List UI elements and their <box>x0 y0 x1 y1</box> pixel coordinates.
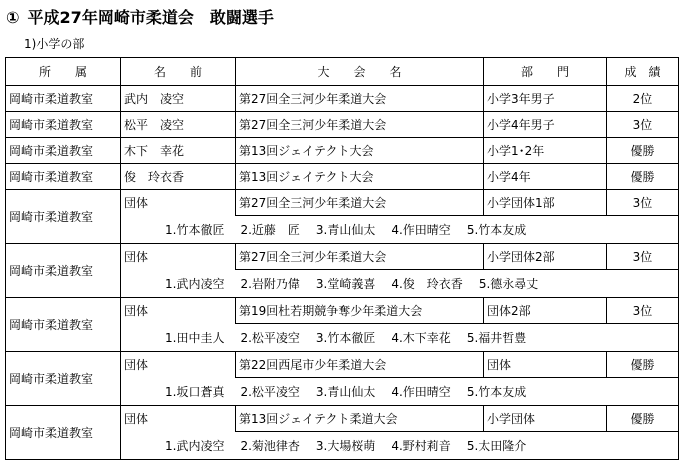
team-row <box>6 190 679 216</box>
team-members <box>121 378 679 406</box>
cell-result: 3位 <box>607 244 679 270</box>
header-result: 成 績 <box>607 58 679 86</box>
team-member: 5.福井哲豊 <box>466 331 527 345</box>
team-member: 5.竹本友成 <box>466 223 527 237</box>
table-row <box>6 86 679 112</box>
team-member: 3.堂崎義喜 <box>315 277 376 291</box>
cell-result: 2位 <box>607 86 679 112</box>
team-member: 2.松平凌空 <box>240 385 300 399</box>
team-member: 1.坂口蒼真 <box>165 385 225 399</box>
team-member: 3.竹本徹匠 <box>315 331 376 345</box>
team-member: 4.木下幸花 <box>391 331 451 345</box>
cell-club: 岡崎市柔道教室 <box>6 352 121 406</box>
cell-club: 岡崎市柔道教室 <box>6 244 121 298</box>
cell-result: 優勝 <box>607 352 679 378</box>
team-member: 1.竹本徹匠 <box>165 223 225 237</box>
team-member: 4.野村莉音 <box>391 439 451 453</box>
header-name: 名 前 <box>121 58 236 86</box>
cell-name: 団体 <box>121 190 236 216</box>
cell-category: 小学団体2部 <box>484 244 607 270</box>
cell-name: 団体 <box>121 298 236 324</box>
cell-event: 第19回杜若期競争奪少年柔道大会 <box>236 298 484 324</box>
header-club: 所 属 <box>6 58 121 86</box>
team-members <box>121 270 679 298</box>
cell-category: 小学1･2年 <box>484 138 607 164</box>
team-member: 3.青山仙太 <box>315 385 376 399</box>
team-member: 3.大場桜萌 <box>315 439 376 453</box>
team-members <box>121 324 679 352</box>
team-member: 4.俊 玲衣香 <box>391 277 463 291</box>
table-row <box>6 164 679 190</box>
cell-event: 第13回ジェイテクト大会 <box>236 138 484 164</box>
cell-event: 第27回全三河少年柔道大会 <box>236 190 484 216</box>
cell-category: 小学4年 <box>484 164 607 190</box>
cell-category: 小学団体 <box>484 406 607 432</box>
team-members <box>121 216 679 244</box>
cell-result: 優勝 <box>607 164 679 190</box>
cell-event: 第13回ジェイテクト柔道大会 <box>236 406 484 432</box>
cell-result: 3位 <box>607 190 679 216</box>
team-member: 1.武内凌空 <box>165 277 225 291</box>
team-member: 2.近藤 匠 <box>240 223 300 237</box>
cell-name: 俊 玲衣香 <box>121 164 236 190</box>
team-member: 3.青山仙太 <box>315 223 376 237</box>
cell-result: 3位 <box>607 112 679 138</box>
table-body <box>6 86 679 460</box>
cell-club: 岡崎市柔道教室 <box>6 406 121 460</box>
cell-event: 第13回ジェイテクト大会 <box>236 164 484 190</box>
team-member: 4.作田晴空 <box>391 223 451 237</box>
cell-event: 第22回西尾市少年柔道大会 <box>236 352 484 378</box>
cell-result: 優勝 <box>607 138 679 164</box>
header-event: 大 会 名 <box>236 58 484 86</box>
cell-name: 団体 <box>121 406 236 432</box>
team-member: 1.田中圭人 <box>165 331 225 345</box>
cell-event: 第27回全三河少年柔道大会 <box>236 112 484 138</box>
cell-name: 松平 凌空 <box>121 112 236 138</box>
cell-event: 第27回全三河少年柔道大会 <box>236 244 484 270</box>
team-row <box>6 244 679 270</box>
cell-category: 団体 <box>484 352 607 378</box>
team-member: 1.武内凌空 <box>165 439 225 453</box>
team-member: 2.菊池律杏 <box>240 439 300 453</box>
team-member: 2.岩附乃偉 <box>240 277 300 291</box>
cell-category: 小学3年男子 <box>484 86 607 112</box>
team-member: 5.德永尋丈 <box>478 277 539 291</box>
section-subtitle: 1)小学の部 <box>24 37 85 51</box>
header-row <box>6 58 679 86</box>
cell-category: 小学団体1部 <box>484 190 607 216</box>
team-members <box>121 432 679 460</box>
cell-category: 団体2部 <box>484 298 607 324</box>
cell-name: 武内 凌空 <box>121 86 236 112</box>
team-row <box>6 298 679 324</box>
cell-result: 3位 <box>607 298 679 324</box>
cell-name: 木下 幸花 <box>121 138 236 164</box>
team-row <box>6 406 679 432</box>
team-member: 4.作田晴空 <box>391 385 451 399</box>
table-row <box>6 138 679 164</box>
cell-club: 岡崎市柔道教室 <box>6 298 121 352</box>
table-row <box>6 112 679 138</box>
cell-name: 団体 <box>121 244 236 270</box>
cell-club: 岡崎市柔道教室 <box>6 190 121 244</box>
cell-name: 団体 <box>121 352 236 378</box>
cell-club: 岡崎市柔道教室 <box>6 112 121 138</box>
cell-club: 岡崎市柔道教室 <box>6 138 121 164</box>
cell-result: 優勝 <box>607 406 679 432</box>
team-member: 2.松平凌空 <box>240 331 300 345</box>
cell-event: 第27回全三河少年柔道大会 <box>236 86 484 112</box>
title-number: ① <box>6 8 20 27</box>
cell-club: 岡崎市柔道教室 <box>6 86 121 112</box>
title-text: 平成27年岡崎市柔道会 敢闘選手 <box>27 8 274 27</box>
team-member: 5.太田隆介 <box>466 439 527 453</box>
header-category: 部 門 <box>484 58 607 86</box>
team-member: 5.竹本友成 <box>466 385 527 399</box>
cell-category: 小学4年男子 <box>484 112 607 138</box>
page-title <box>6 5 274 28</box>
cell-club: 岡崎市柔道教室 <box>6 164 121 190</box>
team-row <box>6 352 679 378</box>
results-table <box>5 57 679 460</box>
